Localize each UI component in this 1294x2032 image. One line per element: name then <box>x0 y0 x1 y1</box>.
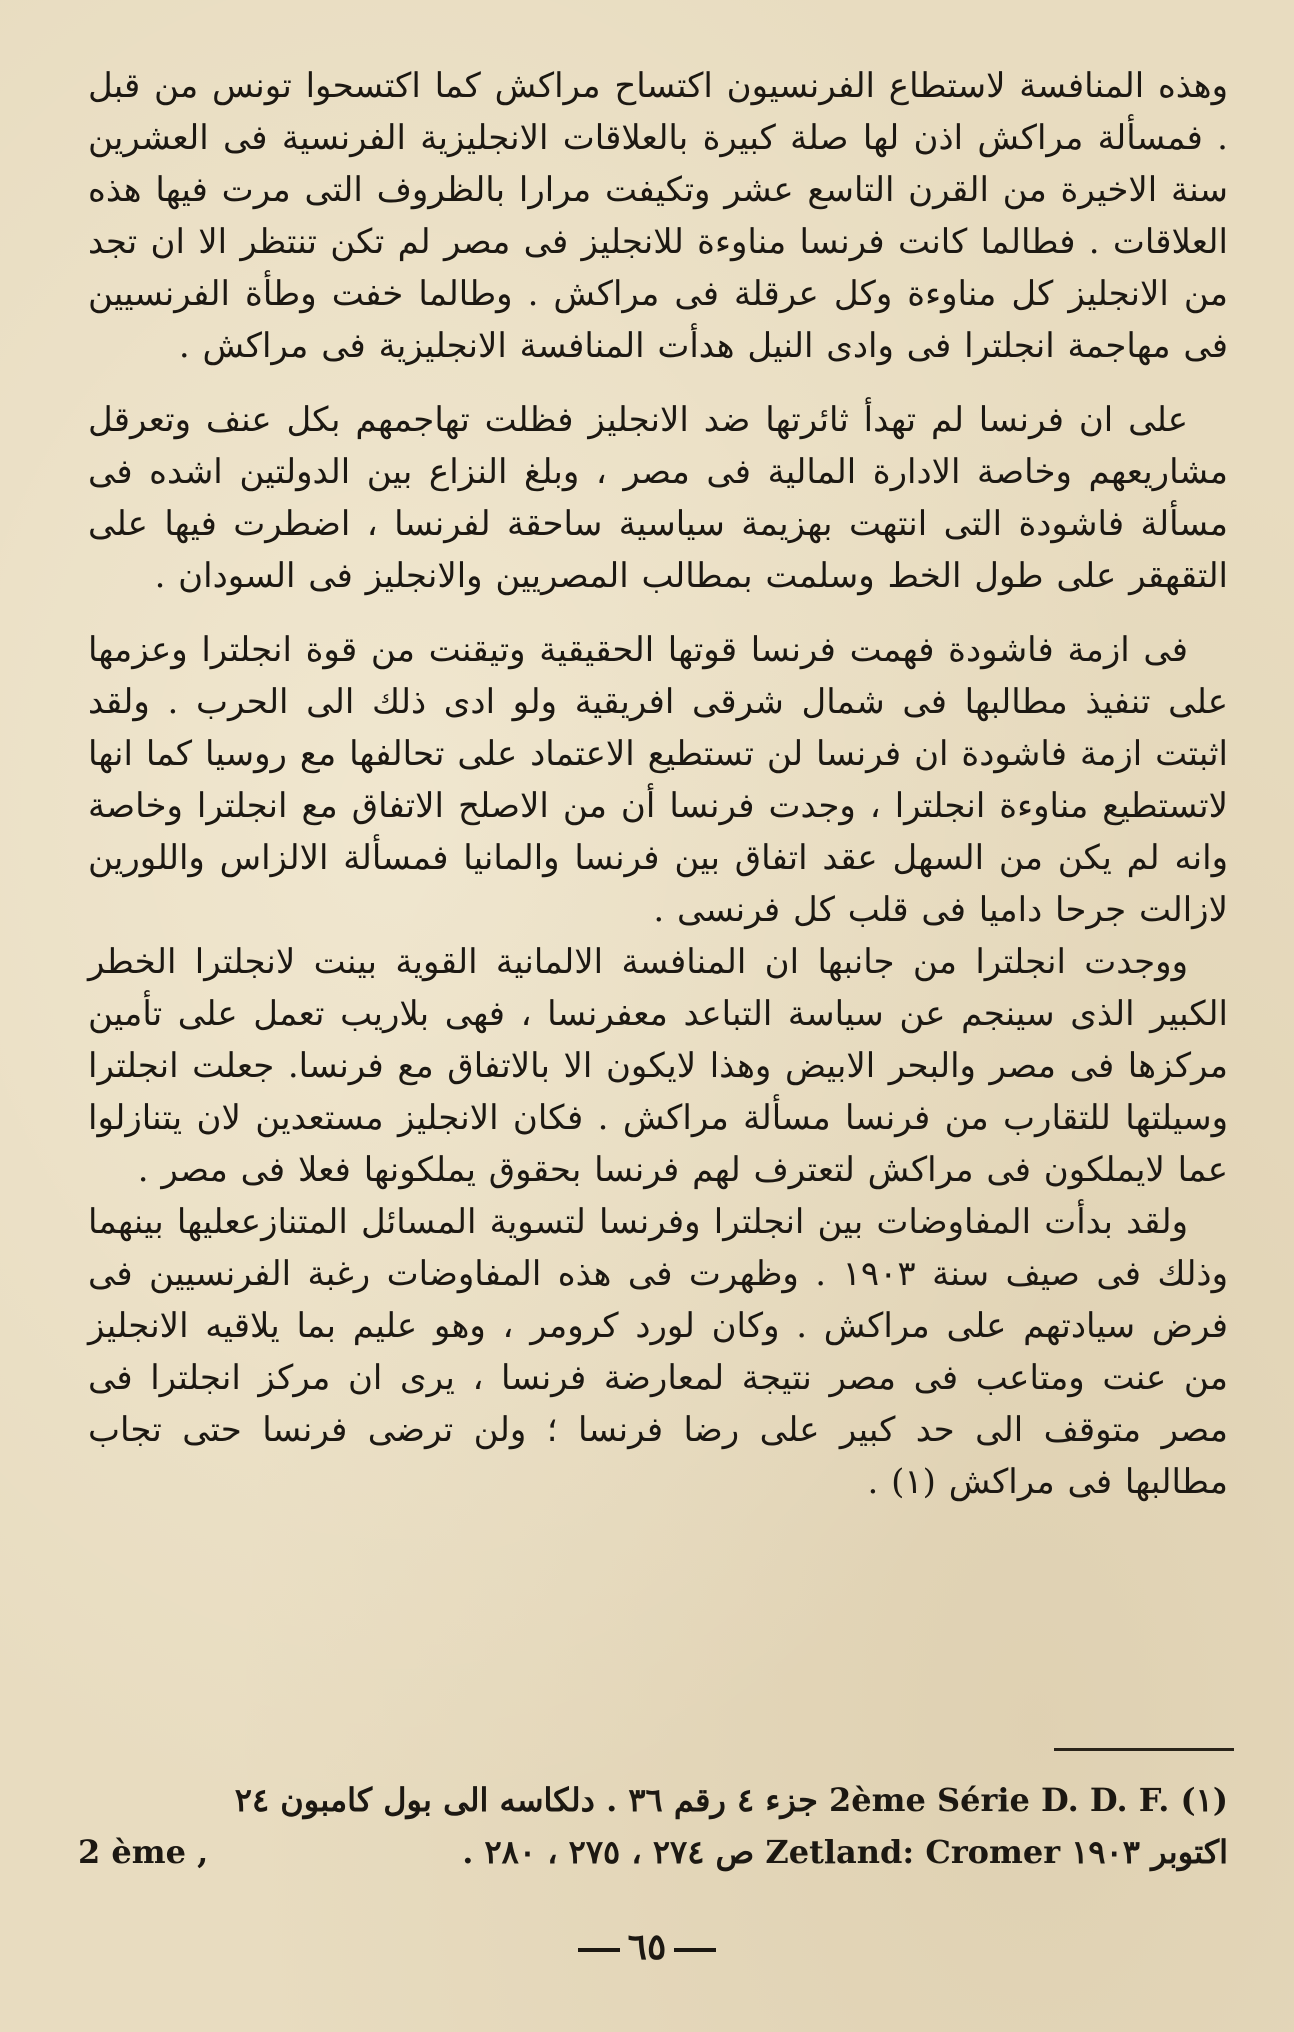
paragraph-1: وهذه المنافسة لاستطاع الفرنسيون اكتساح مراكش كما اكتسحوا تونس من قبل . فمسألة مراكش اذن لها صلة كبيرة بالعلاقات الانجليزية الفرنسية فى العشرين سنة الاخيرة من القرن التاسع عشر وتكيفت مرارا بالظروف التى مرت فيها هذه العلاقات . فطالما كانت فرنسا مناوءة للانجليز فى مصر لم تكن تنتظر الا ان تجد من الانجليز كل مناوءة وكل عرقلة فى مراكش . وطالما خفت وطأة الفرنسيين فى مهاجمة انجلترا فى وادى النيل هدأت المنافسة الانجليزية فى مراكش . <box>88 66 1228 366</box>
footnote-marker: (١) <box>1180 1781 1228 1819</box>
footnote-trail: 2 ème , <box>78 1833 209 1871</box>
footnote-date: اكتوبر ١٩٠٣ <box>1071 1833 1228 1871</box>
page-body <box>88 60 1228 1508</box>
footnote <box>78 1774 1228 1878</box>
paragraph-5: ولقد بدأت المفاوضات بين انجلترا وفرنسا لتسوية المسائل المتنازععليها بينهما وذلك فى صيف سنة ١٩٠٣ . وظهرت فى هذه المفاوضات رغبة الفرنسيين فى فرض سيادتهم على مراكش . وكان لورد كرومر ، وهو عليم بما يلاقيه الانجليز من عنت ومتاعب فى مصر نتيجة لمعارضة فرنسا ، يرى ان مركز انجلترا فى مصر متوقف الى حد كبير على رضا فرنسا ؛ ولن ترضى فرنسا حتى تجاب مطالبها فى مراكش (١) . <box>88 1202 1228 1502</box>
paragraph-2: على ان فرنسا لم تهدأ ثائرتها ضد الانجليز فظلت تهاجمهم بكل عنف وتعرقل مشاريعهم وخاصة الادارة المالية فى مصر ، وبلغ النزاع بين الدولتين اشده فى مسألة فاشودة التى انتهت بهزيمة سياسية ساحقة لفرنسا ، اضطرت فيها على التقهقر على طول الخط وسلمت بمطالب المصريين والانجليز فى السودان . <box>88 400 1228 596</box>
footnote-line-2 <box>88 1826 1228 1878</box>
footnote-source: Zetland: Cromer <box>765 1833 1061 1871</box>
paragraph-4: ووجدت انجلترا من جانبها ان المنافسة الالمانية القوية بينت لانجلترا الخطر الكبير الذى سينجم عن سياسة التباعد معفرنسا ، فهى بلاريب تعمل على تأمين مركزها فى مصر والبحر الابيض وهذا لايكون الا بالاتفاق مع فرنسا. جعلت انجلترا وسيلتها للتقارب من فرنسا مسألة مراكش . فكان الانجليز مستعدين لان يتنازلوا عما لايملكون فى مراكش لتعترف لهم فرنسا بحقوق يملكونها فعلا فى مصر . <box>88 942 1228 1190</box>
footnote-pages: ص ٢٧٤ ، ٢٧٥ ، ٢٨٠ . <box>462 1833 755 1871</box>
page-number-dash-left <box>578 1948 620 1952</box>
page-number <box>0 1926 1294 1968</box>
footnote-divider <box>1054 1748 1234 1751</box>
footnote-series: 2ème Série D. D. F. <box>829 1781 1170 1819</box>
page-number-dash-right <box>674 1948 716 1952</box>
paragraph-3: فى ازمة فاشودة فهمت فرنسا قوتها الحقيقية وتيقنت من قوة انجلترا وعزمها على تنفيذ مطالبها فى شمال شرقى افريقية ولو ادى ذلك الى الحرب . ولقد اثبتت ازمة فاشودة ان فرنسا لن تستطيع الاعتماد على تحالفها مع روسيا كما انها لاتستطيع مناوءة انجلترا ، وجدت فرنسا أن من الاصلح الاتفاق مع انجلترا وخاصة وانه لم يكن من السهل عقد اتفاق بين فرنسا والمانيا فمسألة الالزاس واللورين لازالت جرحا داميا فى قلب كل فرنسى . <box>88 630 1228 930</box>
page-number-value: ٦٥ <box>627 1926 667 1968</box>
footnote-line-1 <box>88 1774 1228 1826</box>
footnote-line1-text: جزء ٤ رقم ٣٦ . دلكاسه الى بول كامبون ٢٤ <box>234 1781 818 1819</box>
